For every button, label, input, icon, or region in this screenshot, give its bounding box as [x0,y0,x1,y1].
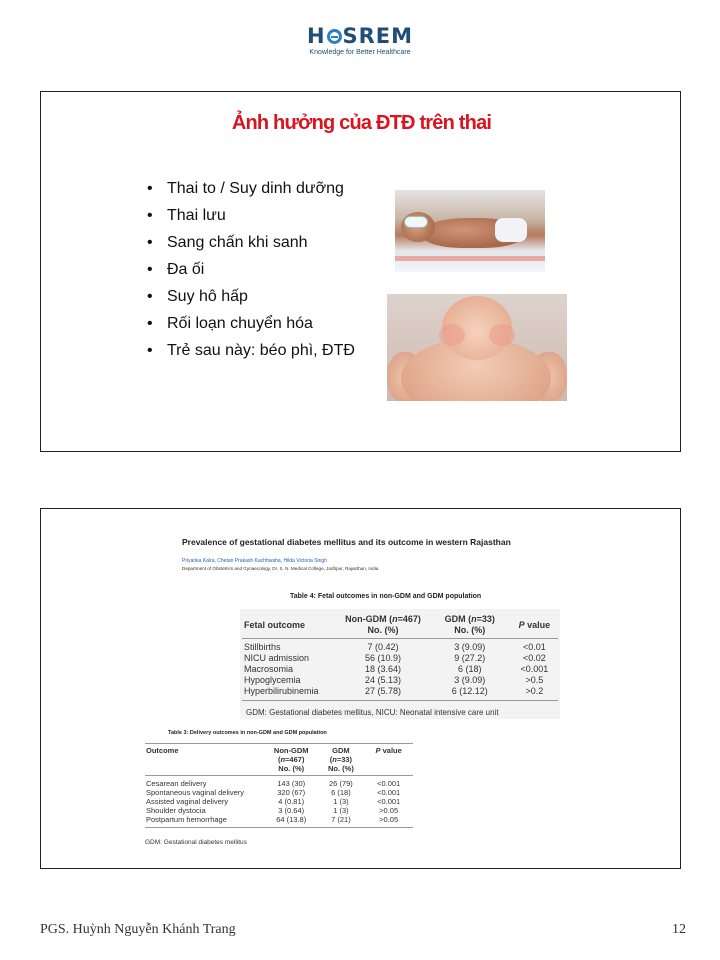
paper-title: Prevalence of gestational diabetes mellitus and its outcome in western Rajasthan [182,537,511,547]
table3-footnote: GDM: Gestational diabetes mellitus [145,839,247,846]
table-cell: 7 (21) [318,815,365,828]
table-cell: 27 (5.78) [337,686,429,701]
bullet-item: • Trẻ sau này: béo phì, ĐTĐ [145,340,355,361]
table-cell: Macrosomia [244,664,294,674]
table-row [145,806,413,815]
table-header [265,744,318,776]
hosrem-logo [0,24,720,56]
table-header [337,612,429,639]
footer-author: PGS. Huỳnh Nguyễn Khánh Trang [40,922,236,937]
table3-delivery-outcomes [145,743,413,828]
header-non-gdm: Non-GDM (n=467) No. (%) [273,746,309,773]
table-cell: 6 (18) [331,788,351,797]
logo-tagline: Knowledge for Better Healthcare [309,49,411,56]
slide-title: Ảnh hưởng của ĐTĐ trên thai [231,112,492,134]
table-cell: Postpartum hemorrhage [145,815,265,828]
header-p-value: P value [518,619,551,630]
table-cell: <0.001 [377,779,401,788]
table-row [242,664,558,675]
table-row [242,639,558,654]
newborn-bed [395,250,545,272]
newborn-goggles [404,216,428,228]
table-cell: Shoulder dystocia [146,806,206,815]
table-header [364,744,413,776]
table-cell: Hypoglycemia [244,675,301,685]
slide-gdm-outcomes [40,508,681,869]
table-cell: Stillbirths [244,642,281,652]
table-header [242,612,337,639]
table-cell: 64 (13.8) [265,815,318,828]
header-outcome: Outcome [146,746,179,755]
bullet-item: • Thai to / Suy dinh dưỡng [145,178,355,199]
table-row [145,797,413,806]
table-cell: 24 (5.13) [365,675,402,685]
table-cell: 6 (12.12) [429,686,511,701]
bed-strip [395,256,545,261]
table-cell: 3 (9.09) [454,642,486,652]
table-header [318,744,365,776]
table-row [145,788,413,797]
paper-department: Department of Obstetrics and Gynaecology, Dr. S. N. Medical College, Jodhpur, Rajasthan, India [182,566,379,571]
bullet-list [145,178,355,367]
table4-caption: Table 4: Fetal outcomes in non-GDM and GDM population [290,593,482,600]
table-cell: 3 (0.64) [278,806,305,815]
logo-left: H [306,24,326,48]
table-cell: >0.05 [364,815,413,828]
table-cell: 18 (3.64) [365,664,402,674]
globe-icon [327,29,342,44]
bullet-item: • Rối loạn chuyển hóa [145,313,355,334]
table-cell: <0.001 [377,797,401,806]
table-cell: Cesarean delivery [146,779,207,788]
child-left-cheek [439,324,465,346]
newborn-photo [395,190,545,272]
table-header-row [145,744,413,776]
table-cell: <0.001 [520,664,549,674]
newborn-diaper [495,218,527,242]
table-cell: <0.02 [522,653,546,663]
table-cell: 320 (67) [277,788,306,797]
header-fetal-outcome: Fetal outcome [244,619,306,630]
paper-authors: Priyanka Kalra, Chetan Prakash Kachhwaha, Hilda Victoria Singh [182,558,327,564]
table-row [242,686,558,701]
header-gdm: GDM (n=33) No. (%) [327,746,354,773]
table-header [511,612,558,639]
table-cell: <0.001 [377,788,401,797]
table-cell: 7 (0.42) [367,642,399,652]
table-cell: Assisted vaginal delivery [146,797,229,806]
table-cell: NICU admission [244,653,310,663]
table-cell: 6 (18) [457,664,482,674]
bullet-item: • Đa ối [145,259,355,280]
logo-right: SREM [342,24,414,48]
table-cell: 56 (10.9) [365,653,402,663]
table-cell: >0.05 [379,806,399,815]
table-header [429,612,511,639]
header-non-gdm: Non-GDM (n=467) No. (%) [345,614,421,635]
slide-effects-on-fetus [40,91,681,452]
bullet-item: • Suy hô hấp [145,286,355,307]
table4-fetal-outcomes [242,612,558,701]
table-cell: Spontaneous vaginal delivery [146,788,244,797]
logo-wordmark [0,24,720,48]
table-header-row [242,612,558,639]
table-cell: <0.01 [522,642,546,652]
table-cell: >0.5 [525,675,544,685]
table4-footnote: GDM: Gestational diabetes mellitus, NICU: Neonatal intensive care unit [246,708,499,717]
table-cell: 4 (0.81) [278,797,305,806]
table-row [242,675,558,686]
table-header [145,744,265,776]
bullet-item: • Sang chấn khi sanh [145,232,355,253]
table-cell: 1 (3) [333,806,349,815]
table-cell: 3 (9.09) [454,675,486,685]
child-right-cheek [489,324,515,346]
table-row [145,815,413,828]
table3-caption: Table 3: Delivery outcomes in non-GDM and GDM population [168,730,327,736]
page-number: 12 [672,922,686,937]
table-row [242,653,558,664]
obese-child-photo [387,294,567,401]
table-cell: >0.2 [511,686,558,701]
table-cell: 9 (27.2) [454,653,486,663]
table-cell: Hyperbilirubinemia [242,686,337,701]
table-cell: 26 (79) [329,779,353,788]
table-cell: 1 (3) [333,797,349,806]
header-p-value: P value [375,746,402,755]
table-cell: 143 (30) [277,779,306,788]
header-gdm: GDM (n=33) No. (%) [444,614,495,635]
bullet-item: • Thai lưu [145,205,355,226]
table-row [145,776,413,789]
